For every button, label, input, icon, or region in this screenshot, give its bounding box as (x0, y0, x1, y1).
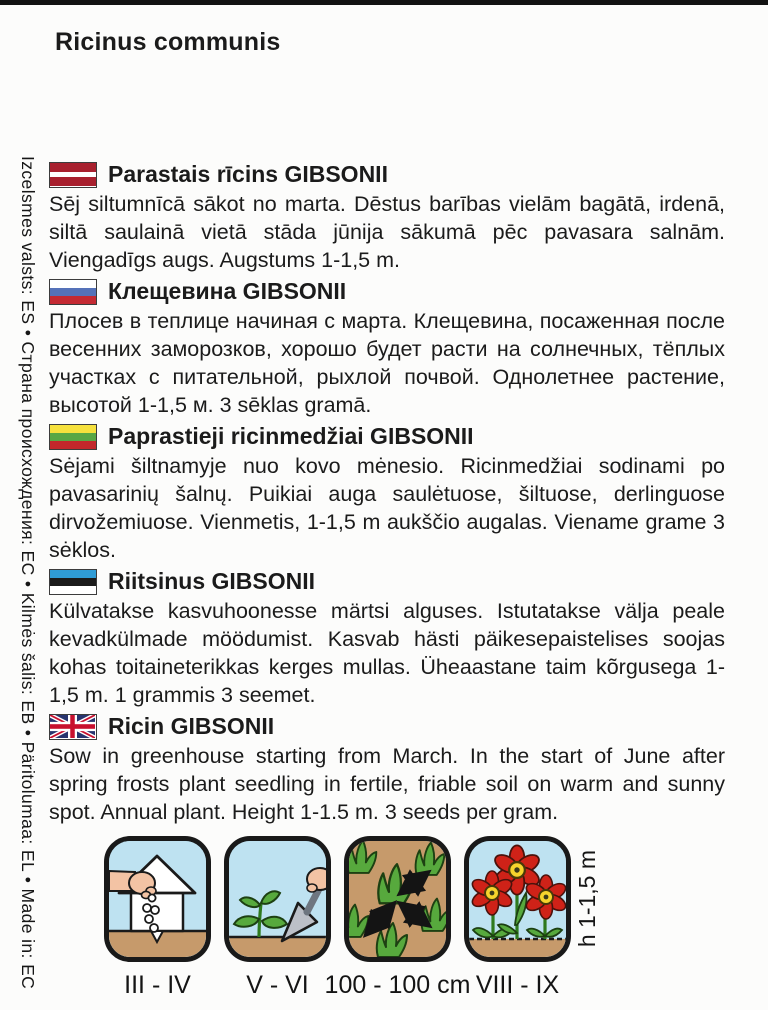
pictogram-label: V - VI (246, 971, 309, 999)
lithuania-flag-icon (49, 424, 97, 450)
russia-flag-icon (49, 279, 97, 305)
section-heading: Клещевина GIBSONII (108, 278, 347, 304)
section-russian (49, 277, 725, 419)
section-heading-row (49, 422, 725, 451)
section-heading-row (49, 160, 725, 189)
section-heading: Ricin GIBSONII (108, 713, 275, 739)
section-english (49, 712, 725, 826)
section-body: Sēj siltumnīcā sākot no marta. Dēstus barības vielām bagātā, irdenā, siltā saulainā vietā stāda jūnija sākumā pēc pavasara salnām. Viengadīgs augs. Augstums 1-1,5 m. (49, 192, 725, 272)
flowering-period-icon (464, 836, 571, 962)
plant-height-vertical-label: h 1-1,5 m (573, 850, 600, 948)
section-heading-row (49, 277, 725, 306)
photo-edge-strip (0, 0, 768, 5)
page-title: Ricinus communis (55, 27, 281, 56)
section-latvian (49, 160, 725, 274)
pictogram-label: 100 - 100 cm (324, 971, 471, 999)
section-body: Sėjami šiltnamyje nuo kovo mėnesio. Ricinmedžiai sodinami po pavasarinių šalnų. Puikiai auga saulėtuose, šiltuose, derlinguose dirvožemiuose. Vienmetis, 1-1,5 m aukščio augalas. Viename grame 3 sėklos. (49, 454, 725, 562)
section-heading: Parastais rīcins GIBSONII (108, 161, 388, 187)
pictogram-sowing (104, 836, 211, 1000)
pictogram-transplanting (224, 836, 331, 1000)
section-heading-row (49, 712, 725, 741)
pictogram-flowering (464, 836, 571, 1000)
section-body: Külvatakse kasvuhoonesse märtsi alguses. Istutatakse välja peale kevadkülmade möödumist. Kasvab hästi päikesepaistelises soojas kohas toitaineterikkas kerges mullas. Üheaastane taim kõrgusega 1-1,5 m. 1 grammis 3 seemet. (49, 599, 725, 707)
description-sections (49, 158, 725, 829)
section-body: Плосев в теплице начиная с марта. Клещевина, посаженная после весенних заморозков, хорошо будет расти на солнечных, тёплых участках с питательной, рыхлой почвой. Однолетнее растение, высотой 1-1,5 м. 3 sēklas gramā. (49, 309, 725, 417)
section-heading: Paprastieji ricinmedžiai GIBSONII (108, 423, 474, 449)
plant-spacing-icon (344, 836, 451, 962)
section-heading: Riitsinus GIBSONII (108, 568, 316, 594)
section-body: Sow in greenhouse starting from March. In the start of June after spring frosts plant seedling in fertile, friable soil on warm and sunny spot. Annual plant. Height 1-1.5 m. 3 seeds per gram. (49, 744, 725, 824)
origin-country-vertical-text: Izcelsmes valsts: ES • Страна происхождения: EC • Kilmės šalis: EB • Päritolumaa: EL • Made in: EC (18, 156, 38, 990)
sow-in-greenhouse-icon (104, 836, 211, 962)
transplant-seedling-icon (224, 836, 331, 962)
section-lithuanian (49, 422, 725, 564)
pictogram-row (104, 836, 571, 1000)
uk-flag-icon (49, 714, 97, 740)
estonia-flag-icon (49, 569, 97, 595)
latvia-flag-icon (49, 162, 97, 188)
pictogram-label: VIII - IX (475, 971, 560, 999)
section-heading-row (49, 567, 725, 596)
pictogram-label: III - IV (124, 971, 191, 999)
pictogram-spacing (324, 836, 471, 1000)
section-estonian (49, 567, 725, 709)
